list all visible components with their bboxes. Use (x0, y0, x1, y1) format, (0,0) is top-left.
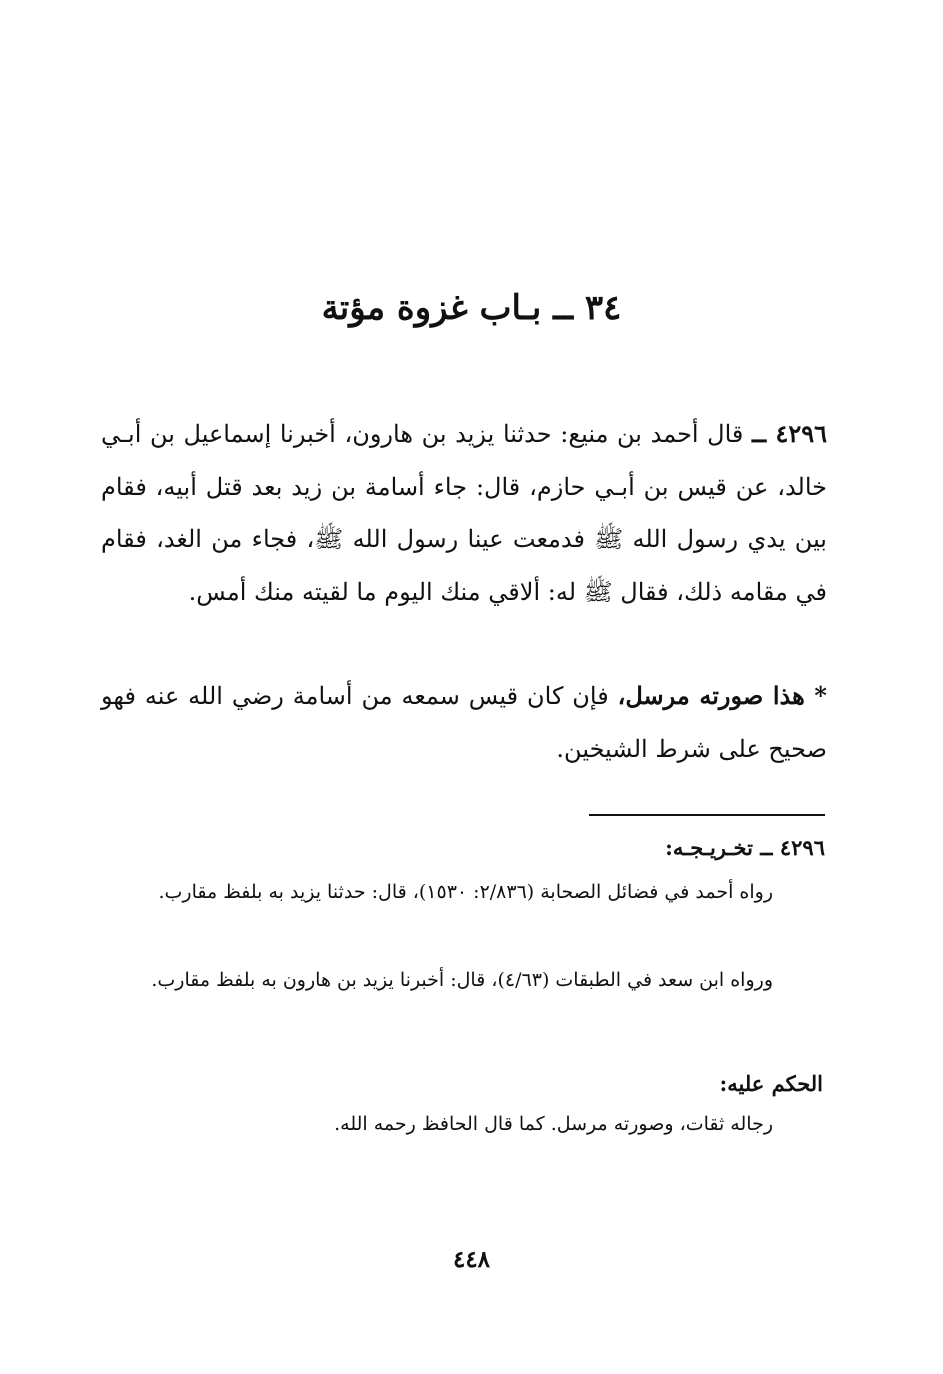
ruling-lead: * هذا صورته مرسل، (617, 681, 827, 710)
takhrij-heading: ٤٢٩٦ ــ تخـريـجـه: (665, 835, 825, 860)
page-number: ٤٤٨ (452, 1246, 491, 1273)
ruling-paragraph (101, 670, 827, 775)
ruling-text: فإن كان قيس سمعه من أسامة رضي الله عنه فهو صحيح على شرط الشيخين. (101, 682, 827, 763)
hukm-text: رجاله ثقات، وصورته مرسل. كما قال الحافظ رحمه الله. (334, 1113, 773, 1135)
footnote-paragraph: رواه أحمد في فضائل الصحابة (٢/٨٣٦: ١٥٣٠)، قال: حدثنا يزيد به بلفظ مقارب. (158, 881, 773, 903)
hukm-heading: الحكم عليه: (719, 1071, 823, 1096)
hadith-text: قال أحمد بن منيع: حدثنا يزيد بن هارون، أخبرنا إسماعيل بن أبـي خالد، عن قيس بن أبـي حازم، قال: جاء أسامة بن زيد بعد قتل أبيه، فقام بين يدي رسول الله ﷺ فدمعت عينا رسول الله ﷺ، فجاء من الغد، فقام في مقامه ذلك، فقال ﷺ له: ألاقي منك اليوم ما لقيته منك أمس. (101, 420, 827, 606)
footnote-divider (589, 814, 825, 816)
hadith-paragraph (101, 408, 827, 618)
chapter-title: ٣٤ ــ بـاب غزوة مؤتة (321, 288, 622, 328)
footnote-paragraph: ورواه ابن سعد في الطبقات (٤/٦٣)، قال: أخبرنا يزيد بن هارون به بلفظ مقارب. (151, 969, 773, 991)
hadith-number: ٤٢٩٦ ــ (752, 419, 827, 448)
